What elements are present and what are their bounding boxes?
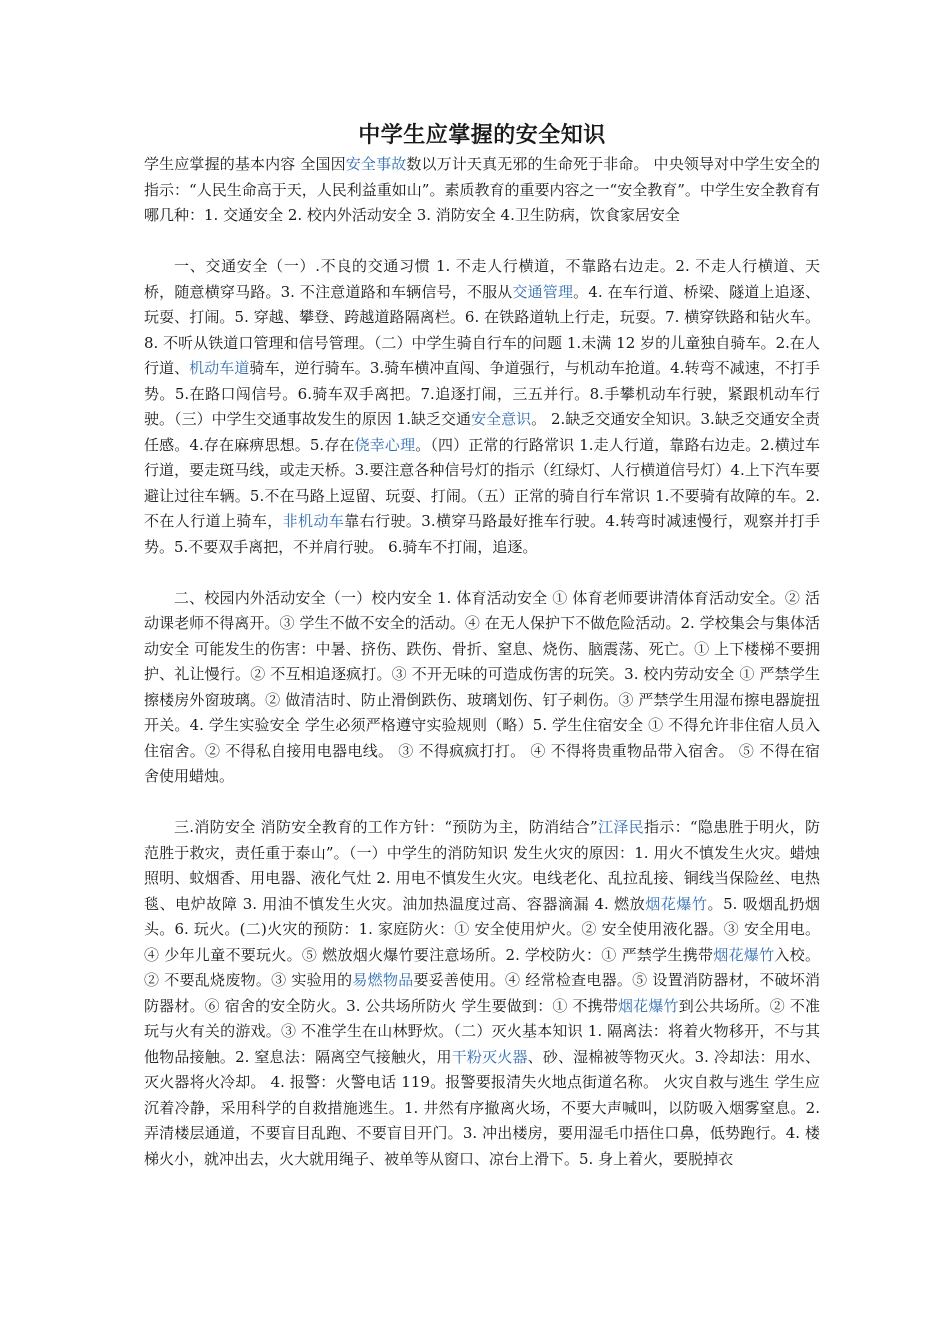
paragraph-text: 指示：“隐患胜于明火，防范胜于救灾，责任重于泰山”。（一）中学生的消防知识 发生火灾的原因：1. 用火不慎发生火灾。蜡烛照明、蚊烟香、用电器、液化气灶 2. 用电不慎发生火灾。电线老化、乱拉乱接、铜线当保险丝、电热毯、电炉故障 3. 用油不慎发生火灾。油加热温度过高、容器滴漏 4. 燃放	[144, 818, 820, 913]
keyword-link[interactable]: 江泽民	[597, 818, 644, 836]
paragraph-gap	[144, 229, 820, 255]
paragraph-text: 学生应掌握的基本内容 全国因	[144, 155, 346, 173]
keyword-link[interactable]: 安全事故	[345, 155, 407, 173]
paragraph-text: 、砂、湿棉被等物灭火。3. 冷却法：用水、灭火器将火冷却。 4. 报警：火警电话 119。报警要报清失火地点街道名称。 火灾自救与逃生 学生应沉着冷静，采用科学的自救措施逃生。1. 井然有序撤离火场，不要大声喊叫，以防吸入烟雾窒息。2. 弄清楼层通道，不要盲目乱跑、不要盲目开门。3. 冲出楼房，要用湿毛巾捂住口鼻，低势跑行。4. 楼梯火小，就冲出去，火大就用绳子、被单等从窗口、凉台上滑下。5. 身上着火，要脱掉衣	[144, 1047, 820, 1168]
keyword-link[interactable]: 机动车道	[189, 359, 250, 377]
paragraph-text: 骑车，逆行骑车。3.骑车横冲直闯、争道强行，与机动车抢道。4.转弯不减速，不打手势。5.在路口闯信号。6.骑车双手离把。7.追逐打闹，三五并行。8.手攀机动车行驶，紧跟机动车行驶。（三）中学生交通事故发生的原因 1.缺乏交通	[144, 359, 820, 428]
keyword-link[interactable]: 干粉灭火器	[451, 1047, 528, 1066]
paragraph-text: 。 2.缺乏交通安全知识。3.缺乏交通安全责任感。4.存在麻痹思想。5.存在	[144, 410, 820, 454]
paragraph-text: 到公共场所。② 不准玩与火有关的游戏。③ 不准学生在山林野炊。（二）灭火基本知识 1. 隔离法：将着火物移开，不与其他物品接触。2. 窒息法：隔离空气接触火，用	[144, 996, 820, 1066]
paragraph-text: 。（四）正常的行路常识 1.走人行道，靠路右边走。2.横过车行道，要走斑马线，或走天桥。3.要注意各种信号灯的指示（红绿灯、人行横道信号灯）4.上下汽车要避让过往车辆。5.不在马路上逗留、玩耍、打闹。（五）正常的骑自行车常识 1.不要骑有故障的车。2.不在人行道上骑车，	[144, 435, 820, 530]
keyword-link[interactable]: 烟花爆竹	[713, 945, 775, 964]
paragraph-text: 入校。② 不要乱烧废物。③ 实验用的	[144, 945, 820, 989]
keyword-link[interactable]: 烟花爆竹	[645, 894, 708, 913]
paragraph-text: 一、交通安全（一）.不良的交通习惯 1. 不走人行横道，不靠路右边走。2. 不走人行横道、天桥，随意横穿马路。3. 不注意道路和车辆信号，不服从	[144, 257, 820, 301]
paragraph-text: 三.消防安全 消防安全教育的工作方针：“预防为主，防消结合”	[174, 818, 598, 836]
keyword-link[interactable]: 交通管理	[512, 282, 574, 301]
keyword-link[interactable]: 侥幸心理	[354, 435, 416, 454]
paragraph-text: 靠右行驶。3.横穿马路最好推车行驶。4.转弯时减速慢行，观察并打手势。5.不要双手离把，不并肩行驶。 6.骑车不打闹，追逐。	[144, 512, 820, 556]
paragraph	[144, 254, 820, 560]
paragraph-text: 数以万计天真无邪的生命死于非命。 中央领导对中学生安全的指示：“人民生命高于天，人民利益重如山”。素质教育的重要内容之一“安全教育”。中学生安全教育有哪几种：1. 交通安全 2. 校内外活动安全 3. 消防安全 4.卫生防病，饮食家居安全	[144, 155, 820, 224]
document-body	[144, 152, 820, 1172]
paragraph	[144, 152, 820, 229]
keyword-link[interactable]: 易燃物品	[352, 971, 414, 989]
paragraph-text: 要妥善使用。④ 经常检查电器。⑤ 设置消防器材，不破坏消防器材。⑥ 宿舍的安全防火。3. 公共场所防火 学生要做到：① 不携带	[144, 971, 820, 1015]
paragraph-text: 。4. 在车行道、桥梁、隧道上追逐、玩耍、打闹。5. 穿越、攀登、跨越道路隔离栏。6. 在铁路道轨上行走，玩耍。7. 横穿铁路和钻火车。8. 不听从铁道口管理和信号管理。（二）中学生骑自行车的问题 1.未满 12 岁的儿童独自骑车。2.在人行道、	[144, 282, 820, 377]
paragraph-gap	[144, 790, 820, 816]
keyword-link[interactable]: 非机动车	[282, 512, 345, 530]
keyword-link[interactable]: 烟花爆竹	[618, 996, 679, 1015]
paragraph	[144, 586, 820, 790]
paragraph-text: 二、校园内外活动安全（一）校内安全 1. 体育活动安全 ① 体育老师要讲清体育活动安全。② 活动课老师不得离开。③ 学生不做不安全的活动。④ 在无人保护下不做危险活动。2. 学校集会与集体活动安全 可能发生的伤害：中暑、挤伤、跌伤、骨折、窒息、烧伤、脑震荡、死亡。① 上下楼梯不要拥护、礼让慢行。② 不互相追逐疯打。③ 不开无味的可造成伤害的玩笑。3. 校内劳动安全 ① 严禁学生擦楼房外窗玻璃。② 做清洁时、防止滑倒跌伤、玻璃划伤、钉子刺伤。③ 严禁学生用湿布擦电器旋扭开关。4. 学生实验安全 学生必须严格遵守实验规则（略）5. 学生住宿安全 ① 不得允许非住宿人员入住宿舍。② 不得私自接用电器电线。 ③ 不得疯疯打打。 ④ 不得将贵重物品带入宿舍。 ⑤ 不得在宿舍使用蜡烛。	[144, 588, 820, 785]
page-title: 中学生应掌握的安全知识	[358, 122, 606, 148]
document-page	[144, 120, 820, 1172]
paragraph-text: 。5. 吸烟乱扔烟头。6. 玩火。(二)火灾的预防：1. 家庭防火：① 安全使用炉火。② 安全使用液化器。③ 安全用电。④ 少年儿童不要玩火。⑤ 燃放烟火爆竹要注意场所。2. 学校防火：① 严禁学生携带	[144, 894, 820, 964]
keyword-link[interactable]: 安全意识	[471, 410, 532, 428]
paragraph-gap	[144, 560, 820, 586]
paragraph	[144, 815, 820, 1172]
